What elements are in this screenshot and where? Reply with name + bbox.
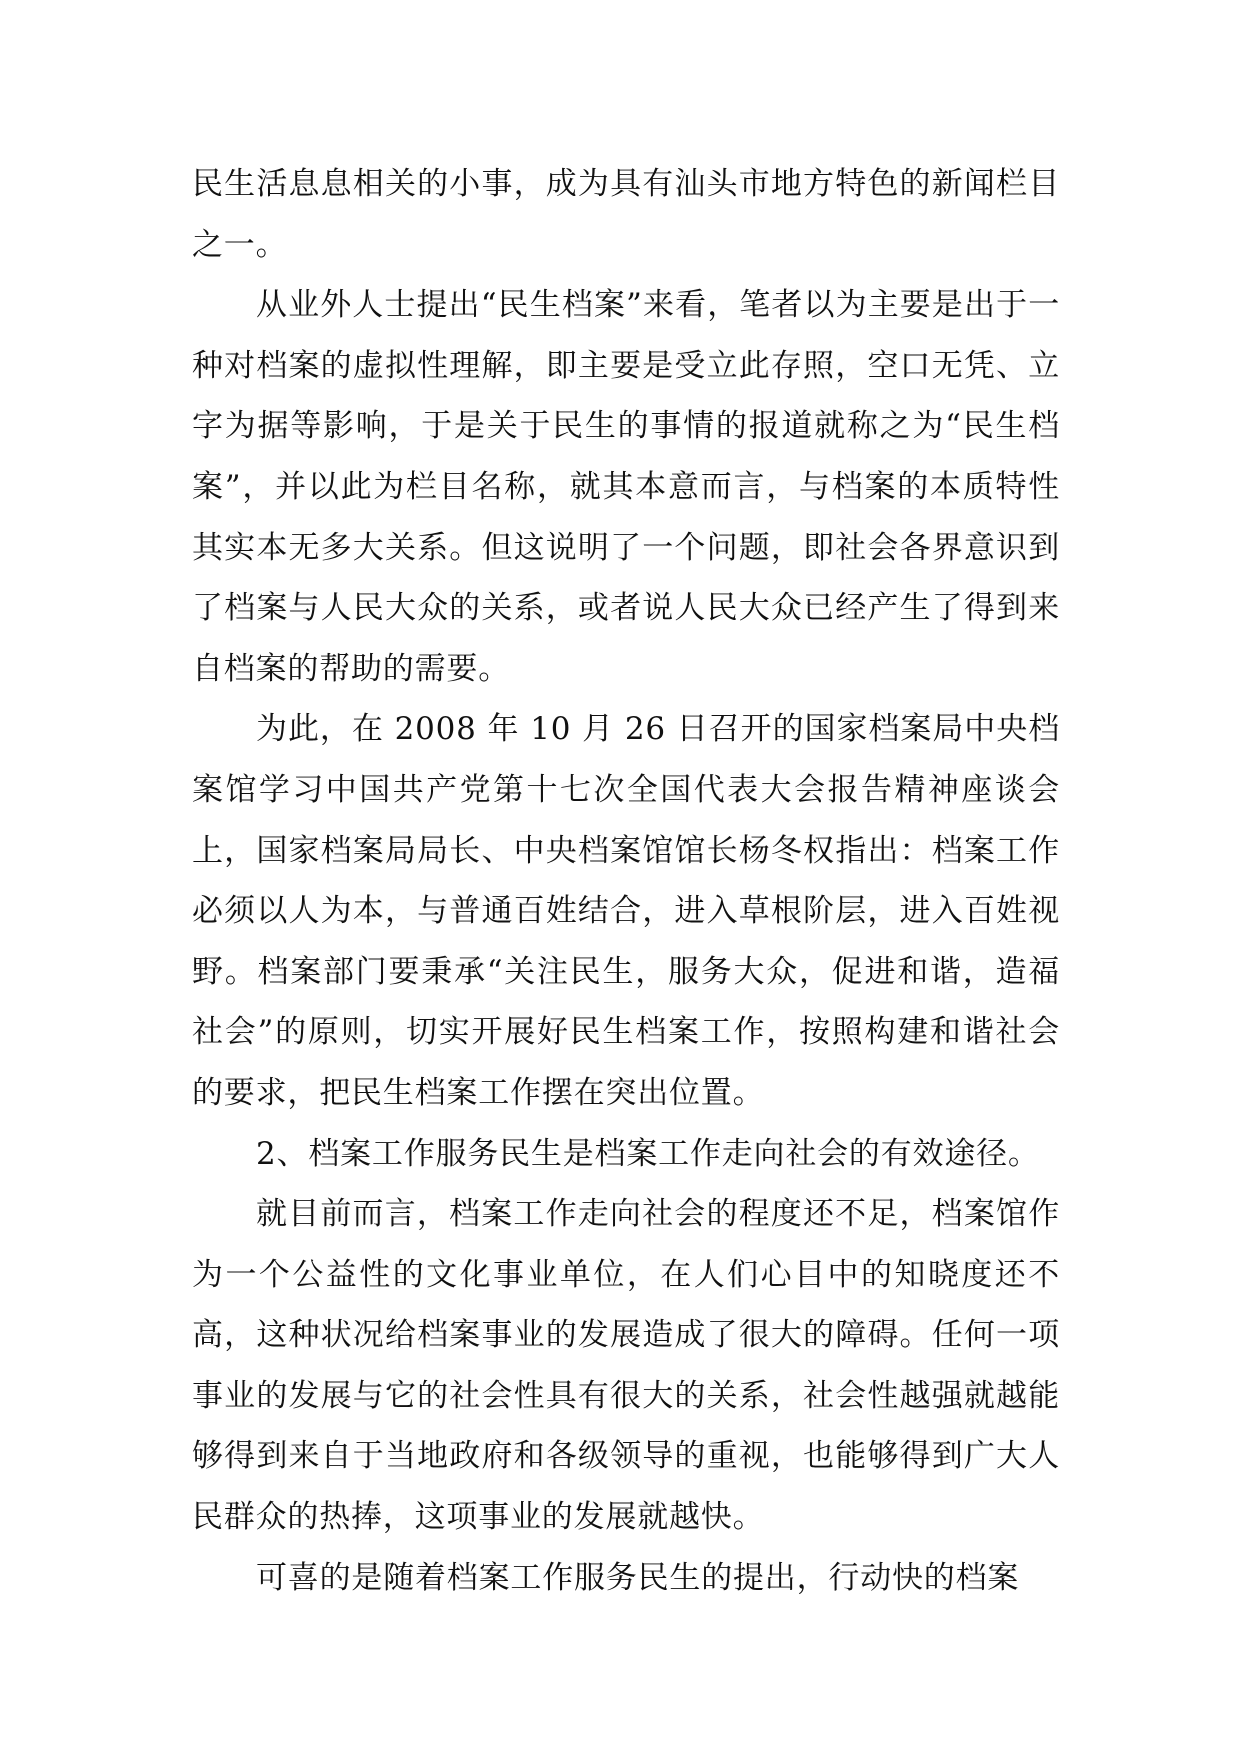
paragraph-3: 为此，在 2008 年 10 月 26 日召开的国家档案局中央档案馆学习中国共产党第十七次全国代表大会报告精神座谈会上，国家档案局局长、中央档案馆馆长杨冬权指出：档案工作必须以人为本，与普通百姓结合，进入草根阶层，进入百姓视野。档案部门要秉承“关注民生，服务大众，促进和谐，造福社会”的原则，切实开展好民生档案工作，按照构建和谐社会的要求，把民生档案工作摆在突出位置。 — [192, 711, 1060, 1111]
paragraph-6: 可喜的是随着档案工作服务民生的提出，行动快的档案 — [256, 1559, 1020, 1596]
document-body — [192, 154, 1060, 1608]
paragraph-5: 就目前而言，档案工作走向社会的程度还不足，档案馆作为一个公益性的文化事业单位，在人们心目中的知晓度还不高，这种状况给档案事业的发展造成了很大的障碍。任何一项事业的发展与它的社会性具有很大的关系，社会性越强就越能够得到来自于当地政府和各级领导的重视，也能够得到广大人民群众的热捧，这项事业的发展就越快。 — [192, 1196, 1060, 1536]
paragraph-1: 民生活息息相关的小事，成为具有汕头市地方特色的新闻栏目之一。 — [192, 166, 1060, 263]
paragraph-4-heading: 2、档案工作服务民生是档案工作走向社会的有效途径。 — [256, 1135, 1040, 1172]
paragraph-2: 从业外人士提出“民生档案”来看，笔者以为主要是出于一种对档案的虚拟性理解，即主要是受立此存照，空口无凭、立字为据等影响，于是关于民生的事情的报道就称之为“民生档案”，并以此为栏目名称，就其本意而言，与档案的本质特性其实本无多大关系。但这说明了一个问题，即社会各界意识到了档案与人民大众的关系，或者说人民大众已经产生了得到来自档案的帮助的需要。 — [192, 287, 1060, 687]
